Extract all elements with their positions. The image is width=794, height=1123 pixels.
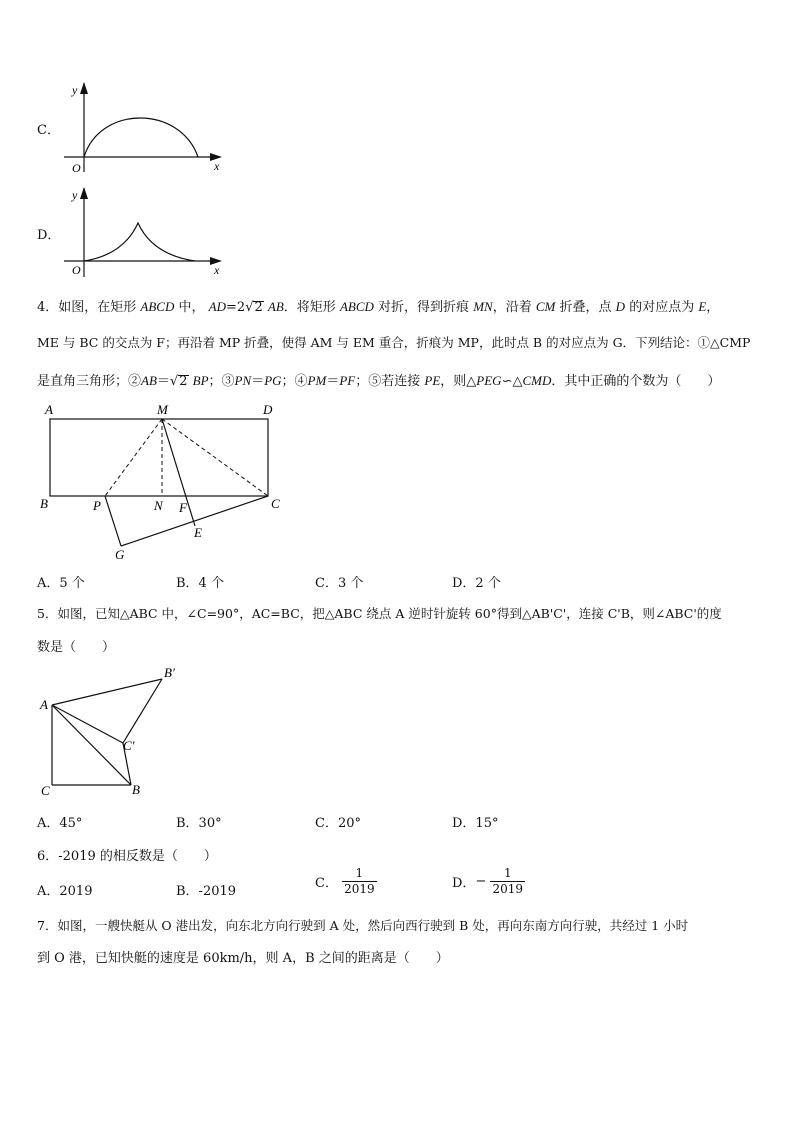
q4-option-b[interactable]: B．4 个 bbox=[176, 576, 224, 591]
fraction-1-2019: $\frac{1}{2019}$ bbox=[344, 866, 375, 896]
label-f: F bbox=[179, 500, 187, 515]
segment-mc bbox=[162, 419, 268, 496]
label-e: E bbox=[194, 525, 202, 540]
q4-line-2: ME 与 BC 的交点为 F；再沿着 MP 折叠，使得 AM 与 EM 重合，折痕为 MP，此时点 B 的对应点为 G．下列结论：①△CMP bbox=[37, 335, 751, 350]
label-c: C bbox=[41, 783, 50, 798]
segment-ac1 bbox=[52, 705, 123, 743]
label-a: A bbox=[40, 697, 48, 712]
graph-c-origin: O bbox=[72, 161, 81, 175]
q5-option-a[interactable]: A．45° bbox=[37, 816, 83, 831]
q5-line-2: 数是（ ） bbox=[37, 640, 116, 655]
label-b-prime: B′ bbox=[164, 665, 175, 680]
q5-option-c[interactable]: C．20° bbox=[315, 816, 361, 831]
q5-line-1: 5．如图，已知△ABC 中，∠C=90°，AC=BC，把△ABC 绕点 A 逆时针旋转 60°得到△AB'C'，连接 C'B，则∠ABC'的度 bbox=[37, 606, 722, 621]
q6-option-a[interactable]: A．2019 bbox=[37, 884, 93, 899]
segment-mp bbox=[105, 419, 162, 496]
graph-d-y-label: y bbox=[72, 188, 78, 202]
q6-option-d[interactable]: D．− $\frac{1}{2019}$ bbox=[452, 866, 524, 896]
fraction-neg-1-2019: $\frac{1}{2019}$ bbox=[492, 866, 524, 896]
graph-d bbox=[60, 185, 230, 280]
q7-line-1: 7．如图，一艘快艇从 O 港出发，向东北方向行驶到 A 处，然后向西行驶到 B 处，再向东南方向行驶，共经过 1 小时 bbox=[37, 918, 689, 933]
graph-d-curve bbox=[84, 223, 195, 261]
label-c-prime: C′ bbox=[123, 738, 135, 753]
graph-c-curve bbox=[84, 118, 198, 157]
q4-line-3: 是直角三角形；②AB＝√2 BP；③PN＝PG；④PM＝PF；⑤若连接 PE，则△PEG∽△CMD．其中正确的个数为（ ） bbox=[37, 373, 721, 389]
sqrt-2: 2 bbox=[254, 300, 263, 315]
segment-b1c1 bbox=[123, 679, 162, 743]
segment-ab1 bbox=[52, 679, 162, 705]
segment-pg bbox=[105, 496, 121, 546]
option-d-label: D． bbox=[37, 228, 61, 243]
graph-d-x-label: x bbox=[214, 263, 220, 277]
label-b: B bbox=[40, 496, 48, 511]
label-p: P bbox=[93, 498, 101, 513]
q7-line-2: 到 O 港，已知快艇的速度是 60km/h，则 A，B 之间的距离是（ ） bbox=[37, 951, 449, 966]
label-n: N bbox=[154, 498, 163, 513]
label-b: B bbox=[132, 782, 140, 797]
q4-option-d[interactable]: D．2 个 bbox=[452, 576, 501, 591]
graph-d-origin: O bbox=[72, 263, 81, 277]
q4-option-a[interactable]: A．5 个 bbox=[37, 576, 85, 591]
q6-option-b[interactable]: B．-2019 bbox=[176, 884, 237, 899]
q5-figure bbox=[35, 663, 195, 803]
label-d: D bbox=[263, 402, 273, 417]
sqrt-2-b: 2 bbox=[179, 374, 188, 389]
graph-c bbox=[60, 80, 230, 175]
graph-c-y-arrow bbox=[80, 82, 88, 94]
q4-option-c[interactable]: C．3 个 bbox=[315, 576, 364, 591]
segment-ab bbox=[52, 705, 131, 785]
option-c-label: C． bbox=[37, 123, 60, 138]
label-a: A bbox=[45, 402, 53, 417]
label-m: M bbox=[157, 402, 168, 417]
q6-line-1: 6．-2019 的相反数是（ ） bbox=[37, 849, 217, 864]
q6-option-c[interactable]: C． $\frac{1}{2019}$ bbox=[315, 866, 375, 896]
label-c: C bbox=[271, 496, 280, 511]
label-g: G bbox=[115, 547, 125, 562]
graph-c-y-label: y bbox=[72, 83, 78, 97]
rect-abcd bbox=[50, 419, 268, 496]
q5-option-d[interactable]: D．15° bbox=[452, 816, 499, 831]
graph-c-x-label: x bbox=[214, 159, 220, 173]
q4-line-1: 4．如图，在矩形 ABCD 中， AD=2√2 AB．将矩形 ABCD 对折，得到折痕 MN，沿着 CM 折叠，点 D 的对应点为 E， bbox=[37, 299, 720, 315]
q5-option-b[interactable]: B．30° bbox=[176, 816, 222, 831]
q4-figure bbox=[35, 398, 295, 568]
graph-d-y-arrow bbox=[80, 187, 88, 199]
